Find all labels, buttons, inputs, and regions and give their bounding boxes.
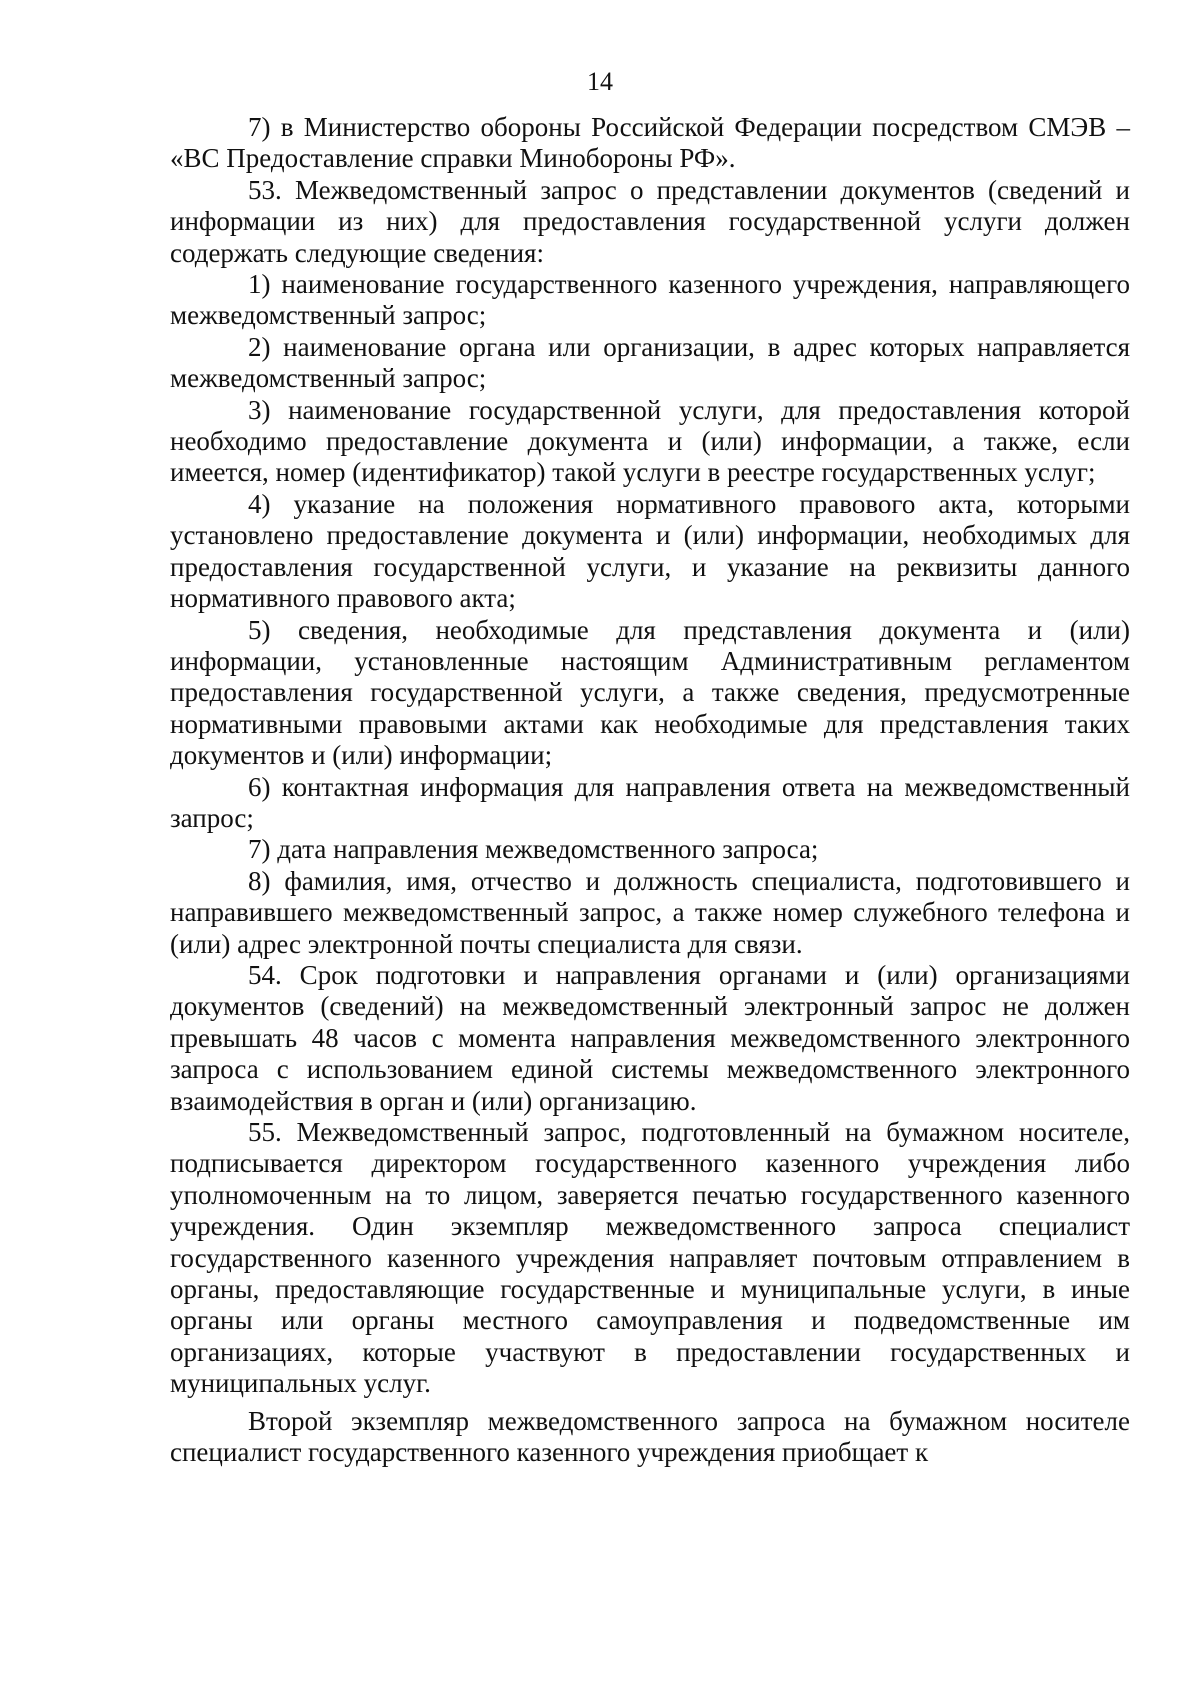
page-number: 14 xyxy=(587,67,613,96)
list-item-4: 4) указание на положения нормативного правового акта, которыми установлено предоставление документа и (или) информации, необходимых для предоставления государственной услуги, и указание на реквизиты данного нормативного правового акта; xyxy=(170,488,1130,614)
list-item-3: 3) наименование государственной услуги, для предоставления которой необходимо предоставление документа и (или) информации, а также, если имеется, номер (идентификатор) такой услуги в реестре государственных услуг; xyxy=(170,394,1130,488)
document-body xyxy=(170,112,1130,1468)
list-item-7: 7) дата направления межведомственного запроса; xyxy=(248,834,819,865)
list-item-8: 8) фамилия, имя, отчество и должность специалиста, подготовившего и направившего межведомственный запрос, а также номер служебного телефона и (или) адрес электронной почты специалиста для связи. xyxy=(170,865,1130,959)
paragraph-54-response-deadline: 54. Срок подготовки и направления органами и (или) организациями документов (сведений) на межведомственный электронный запрос не должен превышать 48 часов с момента направления межведомственного электронного запроса с использованием единой системы межведомственного электронного взаимодействия в орган и (или) организацию. xyxy=(170,959,1130,1116)
paragraph-55-paper-request: 55. Межведомственный запрос, подготовленный на бумажном носителе, подписывается директором государственного казенного учреждения либо уполномоченным на то лицом, заверяется печатью государственного казенного учреждения. Один экземпляр межведомственного запроса специалист государственного казенного учреждения направляет почтовым отправлением в органы, предоставляющие государственные и муниципальные услуги, в иные органы или органы местного самоуправления и подведомственные им организациях, которые участвуют в предоставлении государственных и муниципальных услуг. xyxy=(170,1117,1130,1399)
list-item-1: 1) наименование государственного казенного учреждения, направляющего межведомственный запрос; xyxy=(170,269,1130,331)
list-item-2: 2) наименование органа или организации, в адрес которых направляется межведомственный запрос; xyxy=(170,331,1130,394)
list-item-5: 5) сведения, необходимые для представления документа и (или) информации, установленные настоящим Административным регламентом предоставления государственной услуги, а также сведения, предусмотренные нормативными правовыми актами как необходимые для представления таких документов и (или) информации; xyxy=(170,614,1130,771)
paragraph-item-7-ministry-of-defense: 7) в Министерство обороны Российской Федерации посредством СМЭВ – «ВС Предоставление справки Минобороны РФ». xyxy=(170,112,1130,174)
paragraph-second-copy: Второй экземпляр межведомственного запроса на бумажном носителе специалист государственного казенного учреждения приобщает к xyxy=(170,1405,1130,1468)
paragraph-53-request-contents: 53. Межведомственный запрос о представлении документов (сведений и информации из них) для предоставления государственной услуги должен содержать следующие сведения: xyxy=(170,174,1130,268)
list-item-6: 6) контактная информация для направления ответа на межведомственный запрос; xyxy=(170,771,1130,833)
